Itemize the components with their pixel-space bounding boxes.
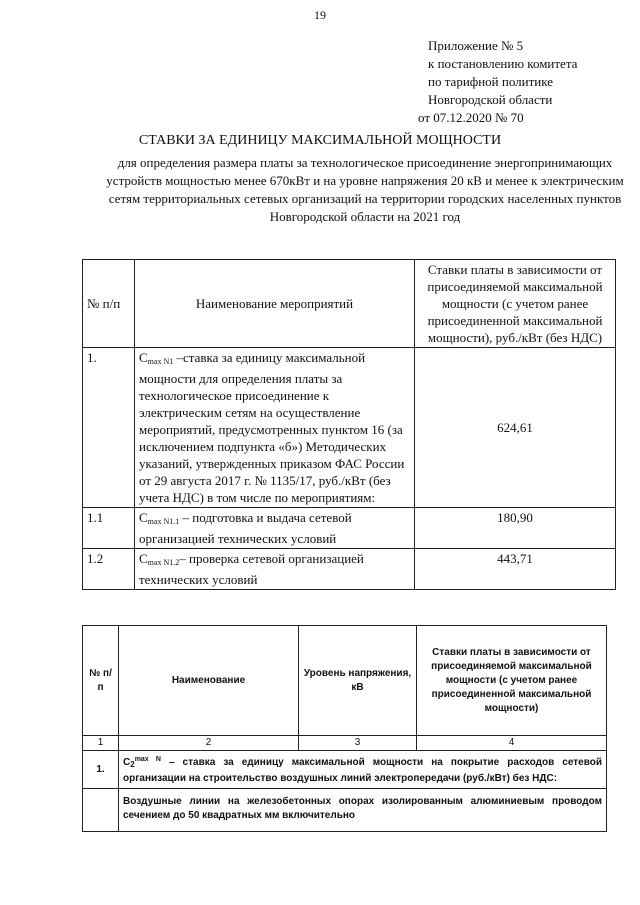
rate-subscript: max N1 xyxy=(147,357,174,366)
rate-subscript: max N1.1 xyxy=(147,517,180,526)
row-text: – проверка сетевой организацией технических условий xyxy=(139,551,364,587)
table-header-row xyxy=(83,626,607,736)
appendix-line: к постановлению комитета xyxy=(428,56,578,71)
table-row xyxy=(83,751,607,789)
table-row xyxy=(83,549,616,590)
appendix-block xyxy=(418,37,577,127)
appendix-line: от 07.12.2020 № 70 xyxy=(418,110,524,125)
document-subtitle: для определения размера платы за технологическое присоединение энергопринимающих устройств мощностью менее 670кВт и на уровне напряжения 20 кВ и менее к электрическим сетям территориальных сетевых организаций на территории городских населенных пунктов Новгородской области на 2021 год xyxy=(106,155,624,224)
page-number: 19 xyxy=(314,8,326,22)
document-title: СТАВКИ ЗА ЕДИНИЦУ МАКСИМАЛЬНОЙ МОЩНОСТИ xyxy=(138,133,502,148)
table-row xyxy=(83,789,607,832)
rate-symbol: С xyxy=(123,757,131,768)
header-rate: Ставки платы в зависимости от присоединяемой максимальной мощности (с учетом ранее присоединенной максимальной мощности), руб./кВт (без НДС) xyxy=(415,260,616,348)
row-name: Воздушные линии на железобетонных опорах изолированным алюминиевым проводом сечением до 50 квадратных мм включительно xyxy=(119,789,607,832)
appendix-line: Новгородской области xyxy=(428,92,553,107)
header-name: Наименование xyxy=(119,626,299,736)
table-header-row xyxy=(83,260,616,348)
row-num: 1. xyxy=(83,751,119,789)
row-name xyxy=(135,508,415,549)
appendix-line: по тарифной политике xyxy=(428,74,553,89)
row-num: 1. xyxy=(83,348,135,508)
col-number: 4 xyxy=(417,736,607,751)
row-num: 1.2 xyxy=(83,549,135,590)
row-value: 180,90 xyxy=(415,508,616,549)
row-text: – ставка за единицу максимальной мощности на покрытие расходов сетевой организации на строительство воздушных линий электропередачи (руб./кВт) без НДС: xyxy=(123,757,603,784)
rate-symbol: С xyxy=(139,510,148,525)
column-number-row xyxy=(83,736,607,751)
header-rate: Ставки платы в зависимости от присоединяемой максимальной мощности (с учетом ранее присоединенной максимальной мощности) xyxy=(417,626,607,736)
header-num: № п/п xyxy=(83,260,135,348)
row-name xyxy=(119,751,607,789)
row-value: 443,71 xyxy=(415,549,616,590)
header-num: № п/п xyxy=(83,626,119,736)
header-voltage: Уровень напряжения, кВ xyxy=(299,626,417,736)
row-value: 624,61 xyxy=(415,348,616,508)
rates-table-2 xyxy=(82,625,607,832)
rate-superscript: max N xyxy=(134,756,161,763)
col-number: 2 xyxy=(119,736,299,751)
appendix-line: Приложение № 5 xyxy=(428,38,524,53)
row-text: –ставка за единицу максимальной мощности для определения платы за технологическое присоединение к электрическим сетям на осуществление мероприятий, предусмотренных пунктом 16 (за исключением подпункта «б») Методических указаний, утвержденных приказом ФАС России от 29 августа 2017 г. № 1135/17, руб./кВт (без учета НДС) в том числе по мероприятиям: xyxy=(139,350,405,505)
row-name xyxy=(135,549,415,590)
rates-table-1 xyxy=(82,259,616,590)
row-num: 1.1 xyxy=(83,508,135,549)
table-row xyxy=(83,508,616,549)
row-name xyxy=(135,348,415,508)
rate-subscript: max N1.2 xyxy=(147,558,180,567)
rate-symbol: С xyxy=(139,350,148,365)
table-row xyxy=(83,348,616,508)
col-number: 1 xyxy=(83,736,119,751)
row-num xyxy=(83,789,119,832)
rate-subscript: 2 xyxy=(130,760,135,769)
header-name: Наименование мероприятий xyxy=(135,260,415,348)
row-text: – подготовка и выдача сетевой организацией технических условий xyxy=(139,510,352,546)
rate-symbol: С xyxy=(139,551,148,566)
col-number: 3 xyxy=(299,736,417,751)
